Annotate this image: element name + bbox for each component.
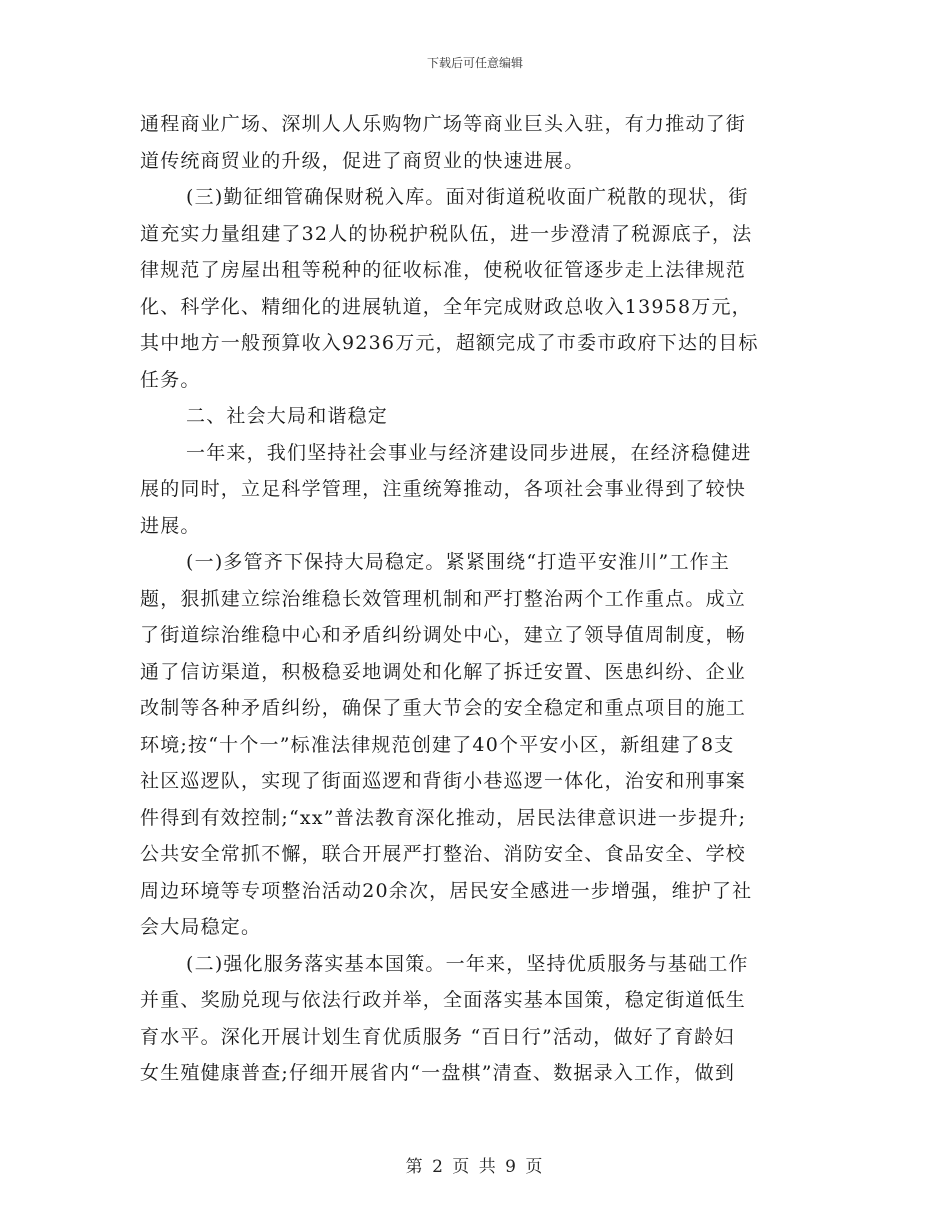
page-number: 第 2 页 共 9 页 bbox=[405, 1157, 545, 1177]
text-line: (三)勤征细管确保财税入库。面对街道税收面广税散的现状，街 bbox=[186, 186, 749, 208]
text-line: 任务。 bbox=[140, 368, 201, 391]
text-line: 环境;按“十个一”标准法律规范创建了40个平安小区，新组建了8支 bbox=[140, 733, 735, 756]
text-line: 道传统商贸业的升级，促进了商贸业的快速进展。 bbox=[140, 149, 585, 172]
text-line: 展的同时，立足科学管理，注重统筹推动，各项社会事业得到了较快 bbox=[140, 478, 747, 500]
text-line: 育水平。深化开展计划生育优质服务 “百日行”活动，做好了育龄妇 bbox=[140, 1025, 735, 1048]
text-line: 通程商业广场、深圳人人乐购物广场等商业巨头入驻，有力推动了街 bbox=[140, 113, 747, 135]
page-header: 下载后可任意编辑 bbox=[426, 56, 523, 70]
text-line: 进展。 bbox=[140, 514, 201, 537]
text-line: (二)强化服务落实基本国策。一年来，坚持优质服务与基础工作 bbox=[186, 952, 749, 975]
text-line: 公共安全常抓不懈，联合开展严打整治、消防安全、食品安全、学校 bbox=[140, 843, 747, 865]
text-line: 一年来，我们坚持社会事业与经济建设同步进展，在经济稳健进 bbox=[186, 441, 752, 464]
text-line: 件得到有效控制;“xx”普法教育深化推动，居民法律意识进一步提升; bbox=[140, 806, 747, 829]
text-line: 会大局稳定。 bbox=[140, 916, 262, 938]
text-line: 化、科学化、精细化的进展轨道，全年完成财政总收入13958万元， bbox=[140, 295, 752, 318]
text-line: 改制等各种矛盾纠纷，确保了重大节会的安全稳定和重点项目的施工 bbox=[140, 697, 747, 719]
text-line: 通了信访渠道，积极稳妥地调处和化解了拆迁安置、医患纠纷、企业 bbox=[140, 660, 747, 683]
text-line: 了街道综治维稳中心和矛盾纠纷调处中心，建立了领导值周制度，畅 bbox=[140, 624, 747, 646]
text-line: 二、社会大局和谐稳定 bbox=[186, 405, 389, 427]
text-line: (一)多管齐下保持大局稳定。紧紧围绕“打造平安淮川”工作主 bbox=[186, 551, 731, 573]
text-line: 周边环境等专项整治活动20余次，居民安全感进一步增强，维护了社 bbox=[140, 879, 753, 902]
text-line: 社区巡逻队，实现了街面巡逻和背街小巷巡逻一体化，治安和刑事案 bbox=[140, 770, 747, 792]
text-line: 并重、奖励兑现与依法行政并举，全面落实基本国策，稳定街道低生 bbox=[140, 989, 747, 1011]
document-body bbox=[140, 106, 810, 1092]
text-line: 道充实力量组建了32人的协税护税队伍，进一步澄清了税源底子，法 bbox=[140, 222, 753, 245]
text-line: 律规范了房屋出租等税种的征收标准，使税收征管逐步走上法律规范 bbox=[140, 259, 747, 281]
text-line: 题，狠抓建立综治维稳长效管理机制和严打整治两个工作重点。成立 bbox=[140, 587, 747, 610]
text-line: 其中地方一般预算收入9236万元，超额完成了市委市政府下达的目标 bbox=[140, 332, 759, 354]
text-line: 女生殖健康普查;仔细开展省内“一盘棋”清查、数据录入工作，做到 bbox=[140, 1062, 736, 1084]
